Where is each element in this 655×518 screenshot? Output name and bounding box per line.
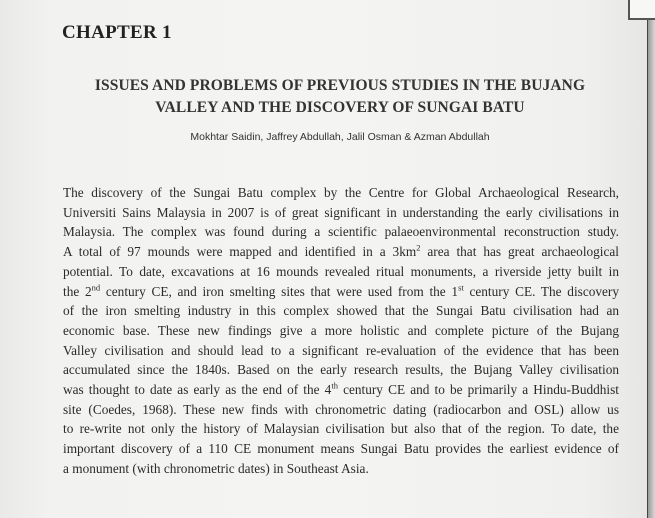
document-title [30, 75, 648, 119]
page-edge-shadow [648, 0, 655, 518]
body-line [63, 380, 619, 400]
superscript: st [458, 282, 464, 293]
superscript: nd [91, 282, 101, 293]
body-line [63, 282, 619, 302]
chapter-heading: CHAPTER 1 [62, 22, 172, 43]
body-line: site (Coedes, 1968). These new finds with chronometric dating (radiocarbon and OSL) allow us [63, 401, 619, 417]
body-line: Valley civilisation and should lead to a significant re-evaluation of the evidence that has been [63, 342, 619, 358]
superscript: th [331, 380, 338, 391]
body-text: century CE, and iron smelting sites that were used from the 1 [100, 283, 459, 299]
body-text: area that has great archaeological [420, 244, 619, 260]
body-text: A total of 97 mounds were mapped and identified in a 3km [63, 244, 417, 260]
title-line-2: VALLEY AND THE DISCOVERY OF SUNGAI BATU [155, 99, 525, 116]
title-line-1: ISSUES AND PROBLEMS OF PREVIOUS STUDIES IN THE BUJANG [94, 77, 586, 94]
body-line: to re-write not only the history of Malaysian civilisation but also that of the region. To date, the [63, 421, 619, 437]
superscript: 2 [416, 242, 421, 253]
window-corner-frame [628, 0, 655, 20]
body-line: important discovery of a 110 CE monument means Sungai Batu provides the earliest evidence of [63, 441, 619, 457]
body-line [63, 242, 619, 262]
body-line: Malaysia. The complex was found during a scientific palaeoenvironmental reconstruction study. [63, 224, 619, 240]
body-text: century CE and to be primarily a Hindu-Buddhist [337, 382, 619, 398]
body-line: of the iron smelting industry in this complex showed that the Sungai Batu civilisation had an [63, 303, 619, 319]
body-line: economic base. These new findings give a more holistic and complete picture of the Bujang [63, 322, 619, 338]
body-text: was thought to date as early as the end of the 4 [63, 382, 332, 398]
body-line: The discovery of the Sungai Batu complex by the Centre for Global Archaeological Research, [63, 185, 619, 200]
body-text: the 2 [63, 283, 92, 299]
body-paragraph [63, 183, 619, 479]
body-line: a monument (with chronometric dates) in Southeast Asia. [63, 460, 369, 476]
body-text: century CE. The discovery [463, 283, 619, 299]
body-line: Universiti Sains Malaysia in 2007 is of great significant in understanding the early civilisations in [63, 204, 619, 220]
author-list: Mokhtar Saidin, Jaffrey Abdullah, Jalil Osman & Azman Abdullah [190, 131, 490, 143]
body-line: potential. To date, excavations at 16 mounds revealed ritual monuments, a riverside jetty built in [63, 263, 619, 279]
body-line: accumulated since the 1840s. Based on the early research results, the Bujang Valley civilisation [63, 362, 619, 378]
